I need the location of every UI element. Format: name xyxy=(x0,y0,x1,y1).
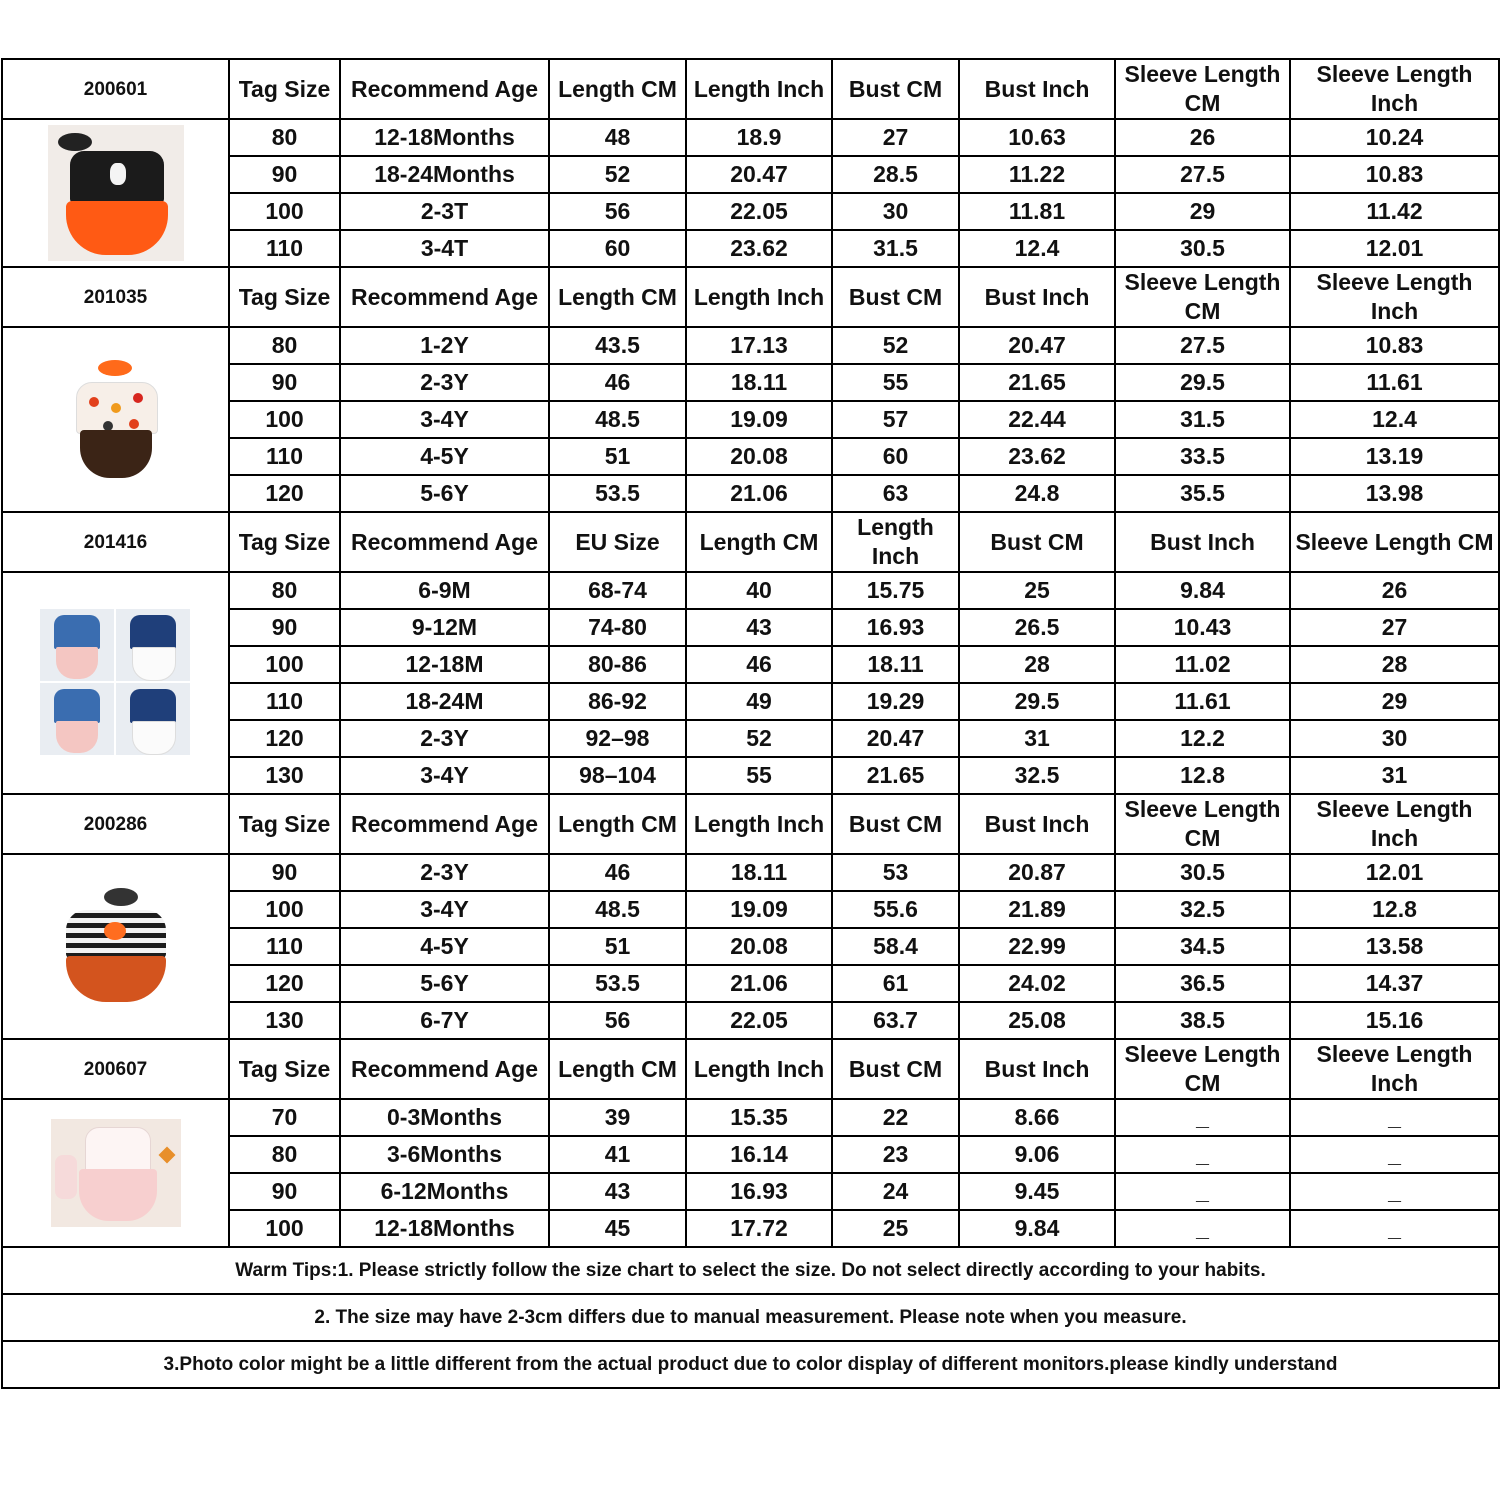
table-cell: 61 xyxy=(832,965,959,1002)
table-cell: 52 xyxy=(832,327,959,364)
table-cell: 33.5 xyxy=(1115,438,1290,475)
table-cell: 11.61 xyxy=(1115,683,1290,720)
table-cell: 80 xyxy=(229,572,340,609)
table-cell: 21.65 xyxy=(832,757,959,794)
table-cell: 90 xyxy=(229,364,340,401)
column-header: EU Size xyxy=(549,512,686,572)
table-cell: 39 xyxy=(549,1099,686,1136)
table-cell: 56 xyxy=(549,1002,686,1039)
table-cell: 27 xyxy=(1290,609,1499,646)
table-cell: 15.75 xyxy=(832,572,959,609)
table-cell: 13.98 xyxy=(1290,475,1499,512)
table-cell: 3-6Months xyxy=(340,1136,549,1173)
section-header-row xyxy=(2,267,1499,327)
column-header: Sleeve Length Inch xyxy=(1290,794,1499,854)
table-cell: 80 xyxy=(229,327,340,364)
table-row xyxy=(2,327,1499,364)
column-header: Length Inch xyxy=(832,512,959,572)
table-cell: 28 xyxy=(959,646,1115,683)
table-cell: 12.01 xyxy=(1290,854,1499,891)
table-cell: 49 xyxy=(686,683,832,720)
table-cell: _ xyxy=(1290,1210,1499,1247)
column-header: Length Inch xyxy=(686,794,832,854)
table-cell: 110 xyxy=(229,683,340,720)
table-cell: _ xyxy=(1115,1136,1290,1173)
table-cell: 100 xyxy=(229,401,340,438)
table-cell: 21.06 xyxy=(686,965,832,1002)
table-cell: 98–104 xyxy=(549,757,686,794)
table-cell: 15.35 xyxy=(686,1099,832,1136)
table-cell: 25.08 xyxy=(959,1002,1115,1039)
table-cell: 10.24 xyxy=(1290,119,1499,156)
table-cell: 20.47 xyxy=(832,720,959,757)
table-cell: 120 xyxy=(229,475,340,512)
column-header: Recommend Age xyxy=(340,59,549,119)
table-cell: 0-3Months xyxy=(340,1099,549,1136)
table-cell: 18.11 xyxy=(832,646,959,683)
table-cell: 23.62 xyxy=(959,438,1115,475)
table-cell: 12.4 xyxy=(1290,401,1499,438)
table-cell: 5-6Y xyxy=(340,965,549,1002)
table-cell: 29.5 xyxy=(959,683,1115,720)
table-cell: 46 xyxy=(549,364,686,401)
table-cell: 74-80 xyxy=(549,609,686,646)
product-code: 201416 xyxy=(2,512,229,572)
table-cell: 16.93 xyxy=(686,1173,832,1210)
table-cell: 16.93 xyxy=(832,609,959,646)
table-cell: 110 xyxy=(229,438,340,475)
table-cell: 9.06 xyxy=(959,1136,1115,1173)
table-cell: 63 xyxy=(832,475,959,512)
section-header-row xyxy=(2,1039,1499,1099)
table-cell: 130 xyxy=(229,757,340,794)
table-cell: 26 xyxy=(1290,572,1499,609)
table-cell: _ xyxy=(1115,1173,1290,1210)
table-cell: 22.44 xyxy=(959,401,1115,438)
table-cell: 24.8 xyxy=(959,475,1115,512)
table-cell: 21.06 xyxy=(686,475,832,512)
table-cell: 3-4Y xyxy=(340,891,549,928)
tip-row xyxy=(2,1247,1499,1294)
table-cell: 63.7 xyxy=(832,1002,959,1039)
table-cell: _ xyxy=(1115,1099,1290,1136)
table-cell: 90 xyxy=(229,609,340,646)
table-cell: 16.14 xyxy=(686,1136,832,1173)
table-cell: 18.11 xyxy=(686,364,832,401)
table-cell: 9.84 xyxy=(1115,572,1290,609)
table-cell: 45 xyxy=(549,1210,686,1247)
table-cell: 28 xyxy=(1290,646,1499,683)
column-header: Sleeve Length CM xyxy=(1115,59,1290,119)
table-cell: 22 xyxy=(832,1099,959,1136)
warm-tip: 3.Photo color might be a little different from the actual product due to color display of different monitors.please kindly understand xyxy=(2,1341,1499,1388)
column-header: Sleeve Length CM xyxy=(1115,794,1290,854)
table-cell: 10.63 xyxy=(959,119,1115,156)
section-header-row xyxy=(2,59,1499,119)
table-cell: 21.89 xyxy=(959,891,1115,928)
table-cell: 35.5 xyxy=(1115,475,1290,512)
table-cell: _ xyxy=(1290,1136,1499,1173)
product-photo xyxy=(2,572,229,794)
product-photo xyxy=(2,327,229,512)
table-cell: 12-18Months xyxy=(340,1210,549,1247)
table-cell: 43.5 xyxy=(549,327,686,364)
table-cell: 43 xyxy=(549,1173,686,1210)
column-header: Bust CM xyxy=(832,794,959,854)
table-cell: 32.5 xyxy=(959,757,1115,794)
column-header: Recommend Age xyxy=(340,1039,549,1099)
column-header: Sleeve Length Inch xyxy=(1290,267,1499,327)
table-cell: 100 xyxy=(229,1210,340,1247)
table-cell: 12-18M xyxy=(340,646,549,683)
product-code: 200601 xyxy=(2,59,229,119)
column-header: Length Inch xyxy=(686,1039,832,1099)
table-cell: 17.13 xyxy=(686,327,832,364)
table-cell: 13.58 xyxy=(1290,928,1499,965)
table-cell: 30 xyxy=(832,193,959,230)
section-header-row xyxy=(2,794,1499,854)
table-cell: 36.5 xyxy=(1115,965,1290,1002)
table-cell: 18-24Months xyxy=(340,156,549,193)
table-cell: 90 xyxy=(229,156,340,193)
table-cell: 10.43 xyxy=(1115,609,1290,646)
table-cell: 80-86 xyxy=(549,646,686,683)
column-header: Sleeve Length CM xyxy=(1115,267,1290,327)
table-cell: 11.61 xyxy=(1290,364,1499,401)
table-row xyxy=(2,1099,1499,1136)
table-cell: 10.83 xyxy=(1290,156,1499,193)
table-cell: 8.66 xyxy=(959,1099,1115,1136)
section-header-row xyxy=(2,512,1499,572)
table-row xyxy=(2,119,1499,156)
table-cell: 27.5 xyxy=(1115,156,1290,193)
product-photo xyxy=(2,1099,229,1247)
table-row xyxy=(2,854,1499,891)
table-cell: 3-4T xyxy=(340,230,549,267)
table-cell: 4-5Y xyxy=(340,438,549,475)
table-cell: 12-18Months xyxy=(340,119,549,156)
table-cell: 20.87 xyxy=(959,854,1115,891)
table-cell: 30 xyxy=(1290,720,1499,757)
table-cell: 17.72 xyxy=(686,1210,832,1247)
striped-pumpkin-top-tutu-dress-image xyxy=(3,888,228,1006)
column-header: Recommend Age xyxy=(340,267,549,327)
table-cell: 55.6 xyxy=(832,891,959,928)
table-cell: 51 xyxy=(549,928,686,965)
table-cell: 22.05 xyxy=(686,193,832,230)
table-cell: 23 xyxy=(832,1136,959,1173)
column-header: Recommend Age xyxy=(340,794,549,854)
column-header: Length CM xyxy=(549,1039,686,1099)
table-cell: 27.5 xyxy=(1115,327,1290,364)
size-chart-table xyxy=(1,58,1500,1389)
table-cell: 29 xyxy=(1115,193,1290,230)
table-cell: 11.42 xyxy=(1290,193,1499,230)
table-cell: 2-3Y xyxy=(340,854,549,891)
long-sleeve-top-with-orange-tutu-skirt-image xyxy=(3,125,228,261)
column-header: Bust CM xyxy=(832,267,959,327)
column-header: Tag Size xyxy=(229,59,340,119)
column-header: Length Inch xyxy=(686,59,832,119)
table-cell: 24.02 xyxy=(959,965,1115,1002)
table-cell: 15.16 xyxy=(1290,1002,1499,1039)
table-cell: 52 xyxy=(549,156,686,193)
table-cell: 19.29 xyxy=(832,683,959,720)
table-cell: 110 xyxy=(229,928,340,965)
table-cell: 130 xyxy=(229,1002,340,1039)
table-cell: 13.19 xyxy=(1290,438,1499,475)
warm-tip: 2. The size may have 2-3cm differs due to manual measurement. Please note when you measure. xyxy=(2,1294,1499,1341)
table-cell: 53.5 xyxy=(549,475,686,512)
table-cell: _ xyxy=(1290,1099,1499,1136)
column-header: Bust CM xyxy=(959,512,1115,572)
column-header: Length CM xyxy=(686,512,832,572)
table-cell: 70 xyxy=(229,1099,340,1136)
table-cell: 26 xyxy=(1115,119,1290,156)
table-cell: 1-2Y xyxy=(340,327,549,364)
table-cell: 38.5 xyxy=(1115,1002,1290,1039)
product-code: 201035 xyxy=(2,267,229,327)
table-cell: 6-7Y xyxy=(340,1002,549,1039)
table-cell: 100 xyxy=(229,193,340,230)
table-cell: 11.81 xyxy=(959,193,1115,230)
table-cell: 30.5 xyxy=(1115,854,1290,891)
table-cell: 12.8 xyxy=(1115,757,1290,794)
column-header: Bust Inch xyxy=(959,267,1115,327)
table-cell: 48 xyxy=(549,119,686,156)
column-header: Bust Inch xyxy=(959,794,1115,854)
table-cell: 25 xyxy=(959,572,1115,609)
column-header: Bust CM xyxy=(832,1039,959,1099)
table-cell: 120 xyxy=(229,720,340,757)
table-cell: 110 xyxy=(229,230,340,267)
table-cell: 86-92 xyxy=(549,683,686,720)
table-cell: 53 xyxy=(832,854,959,891)
table-cell: 52 xyxy=(686,720,832,757)
column-header: Tag Size xyxy=(229,794,340,854)
table-cell: 12.4 xyxy=(959,230,1115,267)
table-cell: 60 xyxy=(549,230,686,267)
table-cell: 10.83 xyxy=(1290,327,1499,364)
column-header: Length CM xyxy=(549,59,686,119)
table-cell: 55 xyxy=(832,364,959,401)
product-photo xyxy=(2,854,229,1039)
table-cell: 2-3Y xyxy=(340,720,549,757)
table-cell: 19.09 xyxy=(686,891,832,928)
table-cell: 100 xyxy=(229,646,340,683)
table-cell: 46 xyxy=(686,646,832,683)
table-cell: 43 xyxy=(686,609,832,646)
table-cell: 11.02 xyxy=(1115,646,1290,683)
table-cell: 80 xyxy=(229,119,340,156)
table-cell: 12.8 xyxy=(1290,891,1499,928)
table-cell: 80 xyxy=(229,1136,340,1173)
table-cell: 58.4 xyxy=(832,928,959,965)
table-cell: 92–98 xyxy=(549,720,686,757)
column-header: Bust CM xyxy=(832,59,959,119)
product-code: 200286 xyxy=(2,794,229,854)
table-cell: 5-6Y xyxy=(340,475,549,512)
table-cell: _ xyxy=(1115,1210,1290,1247)
table-cell: 120 xyxy=(229,965,340,1002)
table-cell: 26.5 xyxy=(959,609,1115,646)
table-cell: 2-3T xyxy=(340,193,549,230)
table-cell: 20.08 xyxy=(686,928,832,965)
table-cell: 3-4Y xyxy=(340,757,549,794)
table-cell: 31.5 xyxy=(1115,401,1290,438)
column-header: Bust Inch xyxy=(959,1039,1115,1099)
table-cell: 3-4Y xyxy=(340,401,549,438)
table-cell: 29 xyxy=(1290,683,1499,720)
table-cell: 55 xyxy=(686,757,832,794)
table-cell: 41 xyxy=(549,1136,686,1173)
column-header: Length CM xyxy=(549,267,686,327)
table-cell: 68-74 xyxy=(549,572,686,609)
column-header: Length Inch xyxy=(686,267,832,327)
table-cell: 30.5 xyxy=(1115,230,1290,267)
table-cell: 18.9 xyxy=(686,119,832,156)
warm-tip: Warm Tips:1. Please strictly follow the size chart to select the size. Do not select directly according to your habits. xyxy=(2,1247,1499,1294)
table-cell: 9.84 xyxy=(959,1210,1115,1247)
table-cell: 56 xyxy=(549,193,686,230)
column-header: Sleeve Length Inch xyxy=(1290,1039,1499,1099)
table-cell: 20.08 xyxy=(686,438,832,475)
pink-top-with-pink-tutu-dress-image xyxy=(3,1119,228,1227)
column-header: Sleeve Length CM xyxy=(1290,512,1499,572)
table-cell: 22.05 xyxy=(686,1002,832,1039)
table-cell: 6-9M xyxy=(340,572,549,609)
table-cell: 48.5 xyxy=(549,891,686,928)
table-cell: 22.99 xyxy=(959,928,1115,965)
table-cell: 100 xyxy=(229,891,340,928)
table-cell: 57 xyxy=(832,401,959,438)
table-cell: 9.45 xyxy=(959,1173,1115,1210)
table-cell: 40 xyxy=(686,572,832,609)
table-cell: 21.65 xyxy=(959,364,1115,401)
table-cell: 51 xyxy=(549,438,686,475)
table-cell: 4-5Y xyxy=(340,928,549,965)
table-cell: 23.62 xyxy=(686,230,832,267)
tip-row xyxy=(2,1341,1499,1388)
column-header: Length CM xyxy=(549,794,686,854)
table-cell: 14.37 xyxy=(1290,965,1499,1002)
tip-row xyxy=(2,1294,1499,1341)
table-cell: 19.09 xyxy=(686,401,832,438)
denim-jacket-tutu-dresses-image xyxy=(3,609,228,757)
table-cell: 31.5 xyxy=(832,230,959,267)
table-cell: 32.5 xyxy=(1115,891,1290,928)
table-cell: 28.5 xyxy=(832,156,959,193)
column-header: Bust Inch xyxy=(1115,512,1290,572)
column-header: Recommend Age xyxy=(340,512,549,572)
table-cell: 53.5 xyxy=(549,965,686,1002)
column-header: Tag Size xyxy=(229,512,340,572)
table-cell: 31 xyxy=(959,720,1115,757)
table-cell: 29.5 xyxy=(1115,364,1290,401)
table-cell: 46 xyxy=(549,854,686,891)
product-code: 200607 xyxy=(2,1039,229,1099)
table-cell: 25 xyxy=(832,1210,959,1247)
table-cell: 24 xyxy=(832,1173,959,1210)
table-cell: 11.22 xyxy=(959,156,1115,193)
printed-top-with-brown-tutu-dress-image xyxy=(3,360,228,480)
table-cell: 2-3Y xyxy=(340,364,549,401)
column-header: Sleeve Length Inch xyxy=(1290,59,1499,119)
table-cell: 12.01 xyxy=(1290,230,1499,267)
column-header: Tag Size xyxy=(229,267,340,327)
table-cell: 27 xyxy=(832,119,959,156)
table-cell: _ xyxy=(1290,1173,1499,1210)
table-cell: 60 xyxy=(832,438,959,475)
table-cell: 6-12Months xyxy=(340,1173,549,1210)
table-cell: 18-24M xyxy=(340,683,549,720)
column-header: Bust Inch xyxy=(959,59,1115,119)
table-cell: 12.2 xyxy=(1115,720,1290,757)
table-cell: 90 xyxy=(229,1173,340,1210)
product-photo xyxy=(2,119,229,267)
table-cell: 48.5 xyxy=(549,401,686,438)
table-cell: 20.47 xyxy=(959,327,1115,364)
table-cell: 31 xyxy=(1290,757,1499,794)
column-header: Tag Size xyxy=(229,1039,340,1099)
table-cell: 20.47 xyxy=(686,156,832,193)
table-cell: 18.11 xyxy=(686,854,832,891)
table-row xyxy=(2,572,1499,609)
table-cell: 9-12M xyxy=(340,609,549,646)
column-header: Sleeve Length CM xyxy=(1115,1039,1290,1099)
table-cell: 34.5 xyxy=(1115,928,1290,965)
table-cell: 90 xyxy=(229,854,340,891)
